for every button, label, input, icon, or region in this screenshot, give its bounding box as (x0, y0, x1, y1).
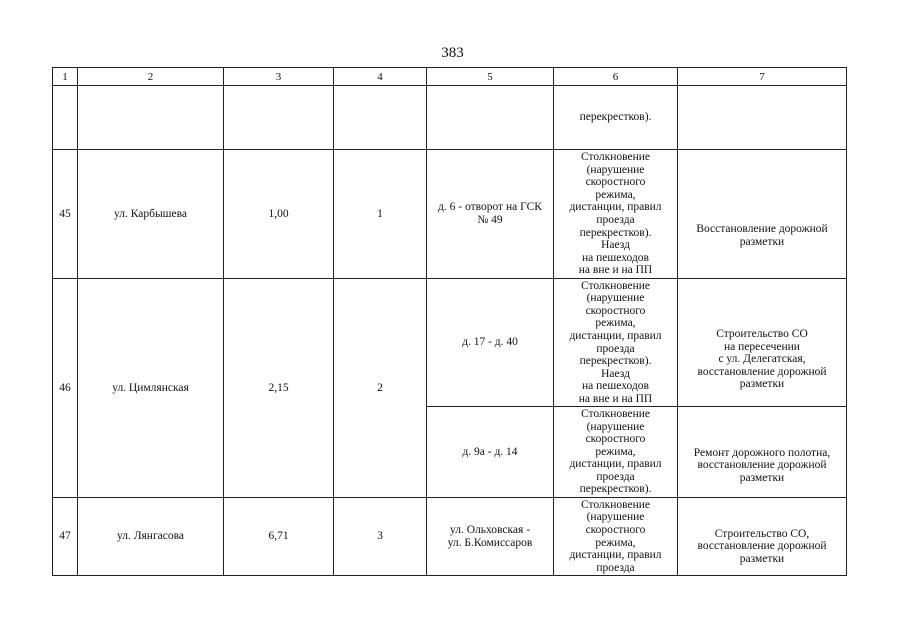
table-row-continuation (53, 86, 847, 150)
segment-cell (427, 86, 554, 150)
length-cell (224, 86, 334, 150)
header-cell-1: 1 (53, 68, 78, 86)
segment-cell: д. 9а - д. 14 (427, 407, 554, 498)
street-cell: ул. Цимлянская (78, 279, 224, 498)
measure-cell (678, 86, 847, 150)
cause-cell: Столкновение (нарушение скоростного режима, дистанции, правил проезда (554, 498, 678, 576)
row-number-cell: 45 (53, 150, 78, 279)
count-cell (334, 86, 427, 150)
table-row-47 (53, 498, 847, 576)
row-number-cell: 47 (53, 498, 78, 576)
cause-cell: Столкновение (нарушение скоростного режима, дистанции, правил проезда перекрестков). (554, 407, 678, 498)
row-number-cell: 46 (53, 279, 78, 498)
measure-cell (678, 279, 847, 407)
table-row-46 (53, 279, 847, 407)
measure-cell (678, 407, 847, 498)
measure-text: Ремонт дорожного полотна, восстановление дорожной разметки (693, 446, 831, 484)
count-cell: 2 (334, 279, 427, 498)
header-cell-5: 5 (427, 68, 554, 86)
header-cell-3: 3 (224, 68, 334, 86)
segment-cell: д. 17 - д. 40 (427, 279, 554, 407)
page-number: 383 (441, 45, 464, 61)
street-cell: ул. Лянгасова (78, 498, 224, 576)
cause-cell: Столкновение (нарушение скоростного режима, дистанции, правил проезда перекрестков). Наезд на пешеходов на вне и на ПП (554, 150, 678, 279)
row-number-cell (53, 86, 78, 150)
header-cell-4: 4 (334, 68, 427, 86)
cause-cell: Столкновение (нарушение скоростного режима, дистанции, правил проезда перекрестков). Наезд на пешеходов на вне и на ПП (554, 279, 678, 407)
segment-cell: ул. Ольховская - ул. Б.Комиссаров (427, 498, 554, 576)
length-cell: 6,71 (224, 498, 334, 576)
street-cell: ул. Карбышева (78, 150, 224, 279)
data-table (52, 67, 847, 576)
header-row (53, 68, 847, 86)
street-cell (78, 86, 224, 150)
measure-text: Строительство СО на пересечении с ул. Делегатская, восстановление дорожной разметки (697, 328, 827, 391)
measure-cell (678, 150, 847, 279)
header-cell-2: 2 (78, 68, 224, 86)
cause-cell: перекрестков). (554, 86, 678, 150)
count-cell: 3 (334, 498, 427, 576)
measure-text: Восстановление дорожной разметки (696, 223, 828, 248)
segment-cell: д. 6 - отворот на ГСК № 49 (427, 150, 554, 279)
length-cell: 1,00 (224, 150, 334, 279)
measure-cell (678, 498, 847, 576)
count-cell: 1 (334, 150, 427, 279)
header-cell-7: 7 (678, 68, 847, 86)
header-cell-6: 6 (554, 68, 678, 86)
table-row-45 (53, 150, 847, 279)
length-cell: 2,15 (224, 279, 334, 498)
measure-text: Строительство СО, восстановление дорожной разметки (697, 527, 827, 565)
